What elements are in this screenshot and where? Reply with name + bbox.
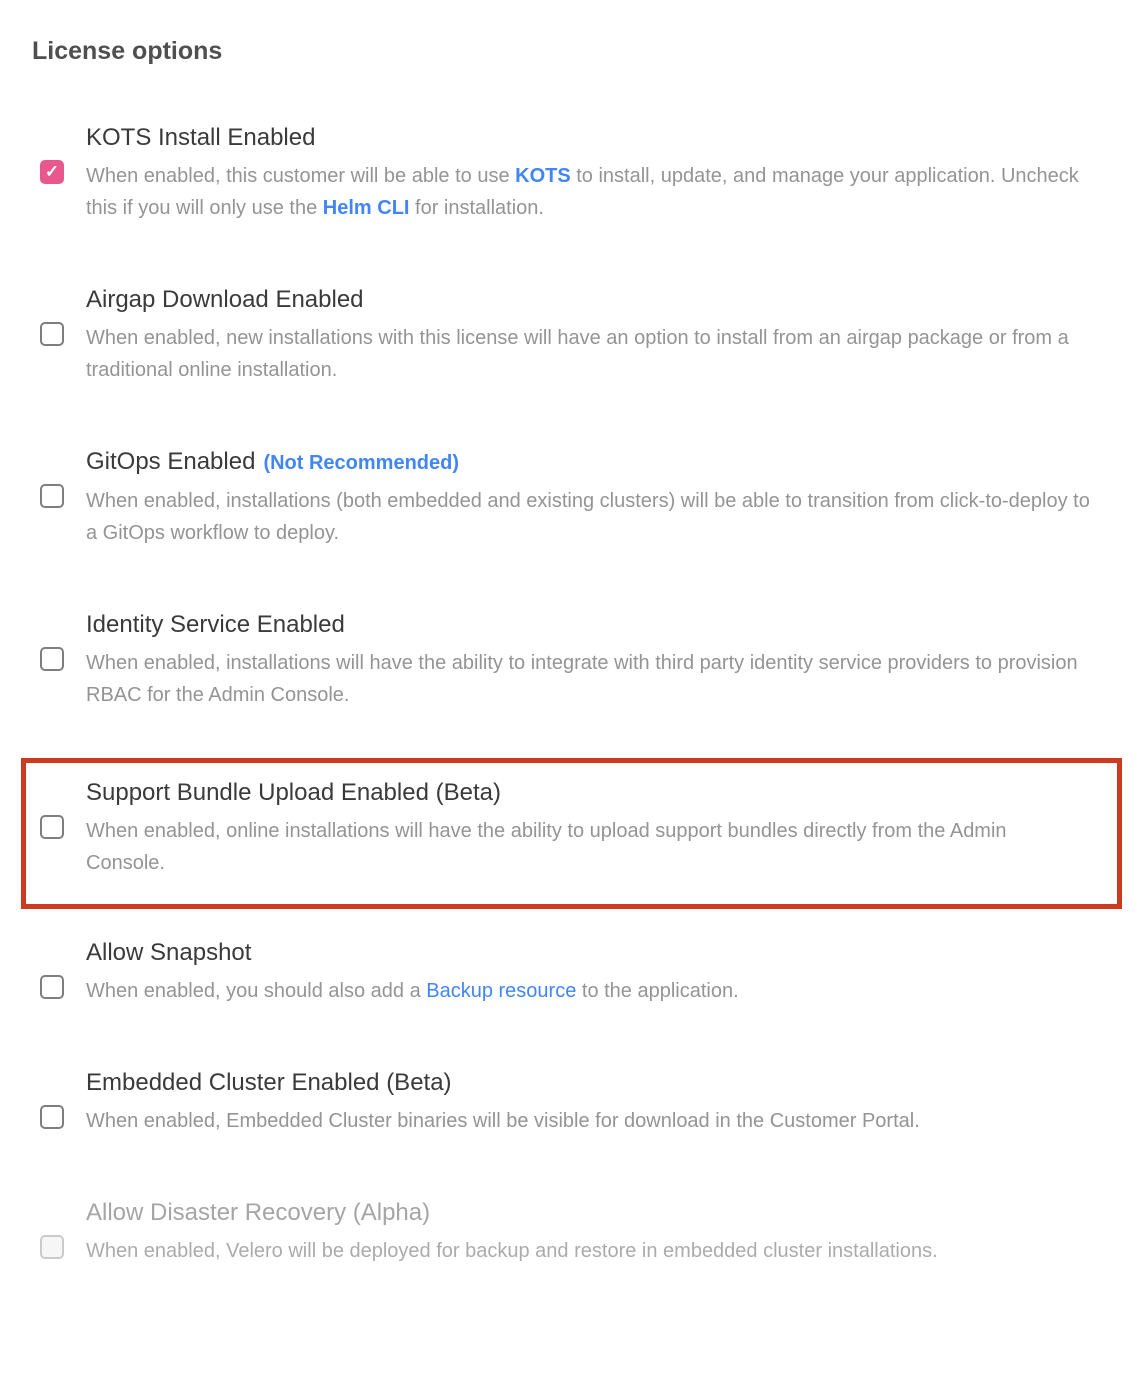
description-text: for installation. <box>409 197 544 219</box>
option-content <box>86 939 1102 1007</box>
description-text: to install, update, and manage your application. Uncheck this if you will only use the <box>86 165 1079 219</box>
description-text: When enabled, Velero will be deployed for backup and restore in embedded cluster installations. <box>86 1240 938 1262</box>
description-text: When enabled, installations will have the ability to integrate with third party identity service providers to provision RBAC for the Admin Console. <box>86 652 1078 706</box>
option-content <box>86 286 1102 386</box>
annotation-highlight-box <box>21 758 1122 909</box>
option-title: Allow Disaster Recovery (Alpha) <box>86 1199 431 1226</box>
option-title-row <box>86 611 1102 639</box>
page-title: License options <box>32 37 223 65</box>
option-title-row <box>86 1069 1102 1097</box>
option-description <box>86 815 1091 879</box>
option-title: Airgap Download Enabled <box>86 286 364 313</box>
checkmark-icon: ✓ <box>44 161 60 181</box>
option-title: Support Bundle Upload Enabled (Beta) <box>86 779 501 806</box>
option-content <box>86 779 1097 879</box>
option-title: Embedded Cluster Enabled (Beta) <box>86 1069 452 1096</box>
allow-snapshot-checkbox[interactable] <box>40 975 64 999</box>
allow-disaster-recovery-checkbox <box>40 1235 64 1259</box>
license-option-embedded-cluster-enabled <box>40 1069 1102 1137</box>
license-option-support-bundle-upload-enabled <box>40 779 1097 879</box>
description-text: When enabled, this customer will be able to use <box>86 165 516 187</box>
description-text: When enabled, Embedded Cluster binaries will be visible for download in the Customer Portal. <box>86 1110 920 1132</box>
option-description <box>86 1105 1091 1137</box>
description-text: When enabled, installations (both embedded and existing clusters) will be able to transition from click-to-deploy to a GitOps workflow to deploy. <box>86 490 1090 544</box>
option-title-row <box>86 779 1097 807</box>
option-description <box>86 975 1091 1007</box>
kots-link[interactable]: KOTS <box>515 165 571 187</box>
option-title: KOTS Install Enabled <box>86 124 316 151</box>
option-title-row <box>86 124 1102 152</box>
option-title-row <box>86 448 1102 477</box>
helm-cli-link[interactable]: Helm CLI <box>322 197 410 219</box>
option-content <box>86 124 1102 224</box>
option-description <box>86 485 1091 549</box>
description-text: When enabled, online installations will have the ability to upload support bundles directly from the Admin Console. <box>86 820 1007 874</box>
option-content <box>86 1069 1102 1137</box>
option-title: GitOps Enabled <box>86 448 256 475</box>
not-recommended-label: (Not Recommended) <box>263 452 460 474</box>
option-description <box>86 322 1091 386</box>
license-option-airgap-download-enabled <box>40 286 1102 386</box>
description-text: When enabled, new installations with this license will have an option to install from an airgap package or from a traditional online installation. <box>86 327 1069 381</box>
option-content <box>86 1199 1102 1267</box>
backup-resource-link[interactable]: Backup resource <box>426 980 577 1002</box>
license-option-allow-disaster-recovery <box>40 1199 1102 1267</box>
license-option-gitops-enabled <box>40 448 1102 549</box>
license-options-list <box>0 124 1142 1267</box>
option-title-row <box>86 286 1102 314</box>
gitops-enabled-checkbox[interactable] <box>40 484 64 508</box>
kots-install-enabled-checkbox[interactable] <box>40 160 64 184</box>
license-option-kots-install-enabled <box>40 124 1102 224</box>
option-description <box>86 1235 1091 1267</box>
identity-service-enabled-checkbox[interactable] <box>40 647 64 671</box>
option-title: Identity Service Enabled <box>86 611 345 638</box>
option-title-row <box>86 1199 1102 1227</box>
option-description <box>86 160 1091 224</box>
option-title: Allow Snapshot <box>86 939 252 966</box>
description-text: to the application. <box>576 980 739 1002</box>
support-bundle-upload-enabled-checkbox[interactable] <box>40 815 64 839</box>
option-title-row <box>86 939 1102 967</box>
option-content <box>86 448 1102 549</box>
license-option-identity-service-enabled <box>40 611 1102 711</box>
option-description <box>86 647 1091 711</box>
embedded-cluster-enabled-checkbox[interactable] <box>40 1105 64 1129</box>
option-content <box>86 611 1102 711</box>
airgap-download-enabled-checkbox[interactable] <box>40 322 64 346</box>
description-text: When enabled, you should also add a <box>86 980 427 1002</box>
license-option-allow-snapshot <box>40 939 1102 1007</box>
